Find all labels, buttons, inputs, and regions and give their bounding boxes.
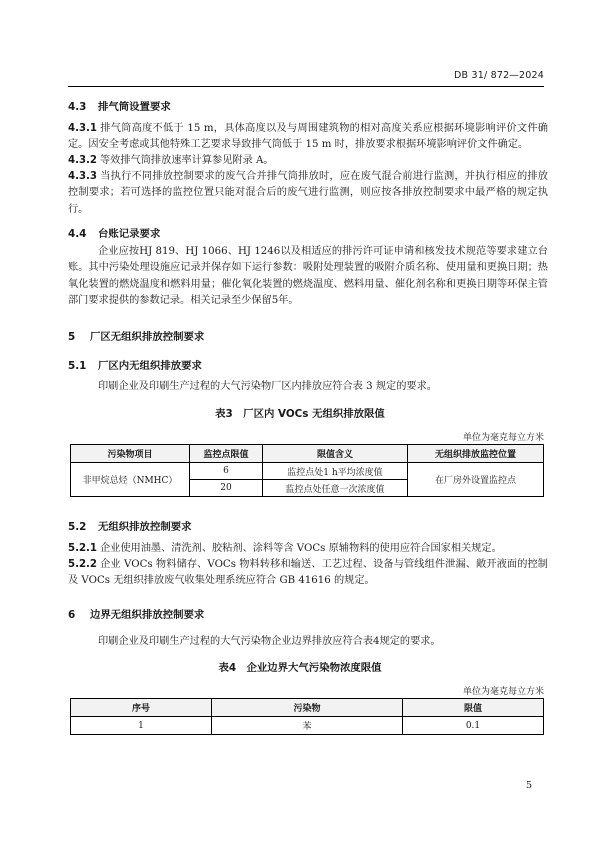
section-title: 边界无组织排放控制要求 <box>90 609 205 621</box>
section-5-1-heading <box>68 357 202 372</box>
section-4-4-heading <box>68 225 160 240</box>
table-cell-no: 1 <box>71 717 212 735</box>
column-header: 序号 <box>71 699 212 717</box>
column-header: 限值含义 <box>263 445 408 463</box>
table-cell-location: 在厂房外设置监控点 <box>408 463 544 497</box>
section-4-3-heading <box>68 98 171 113</box>
section-number: 5 <box>68 331 76 343</box>
header-rule <box>68 86 544 87</box>
page-number: 5 <box>525 780 532 791</box>
standard-number: DB 31/ 872—2024 <box>454 70 544 81</box>
table-cell-limit: 20 <box>190 480 263 497</box>
column-header: 限值 <box>403 699 544 717</box>
clause-number: 4.3.2 <box>68 155 98 166</box>
clause-text: 等效排气筒排放速率计算参见附录 A。 <box>100 155 274 166</box>
section-title: 排气筒设置要求 <box>98 101 171 113</box>
paragraph-4-4: 企业应按HJ 819、HJ 1066、HJ 1246以及相适应的排污许可证申请和核发技术规范等要求建立台账。其中污染处理设施应记录并保存如下运行参数：吸附处理装置的吸附介质名称、使用量和更换日期；热氧化装置的燃烧温度和燃料用量；催化氧化装置的燃烧温度、燃料用量、催化剂名称和更换日期等环保主管部门要求提供的参数记录。相关记录至少保留5年。 <box>68 246 548 307</box>
table-4 <box>70 698 544 735</box>
column-header: 监控点限值 <box>190 445 263 463</box>
table-row <box>71 717 544 735</box>
section-5-heading <box>68 328 204 343</box>
paragraph-5-1: 印刷企业及印刷生产过程的大气污染物厂区内排放应符合表 3 规定的要求。 <box>98 381 437 392</box>
table-cell-meaning: 监控点处1 h平均浓度值 <box>263 463 408 480</box>
section-6-heading <box>68 606 204 621</box>
clause-text: 排气筒高度不低于 15 m，具体高度以及与周围建筑物的相对高度关系应根据环境影响评价文件确定。因安全考虑或其他特殊工艺要求导致排气筒低于 15 m 时，排放要求根据环境影响评价文件确定。 <box>68 123 548 151</box>
clause-4-3-2 <box>68 153 548 169</box>
table-4-caption: 表4 企业边界大气污染物浓度限值 <box>218 662 382 674</box>
clause-number: 5.2.2 <box>68 559 98 570</box>
column-header: 无组织排放监控位置 <box>408 445 544 463</box>
section-5-2-heading <box>68 518 192 533</box>
column-header: 污染物项目 <box>71 445 190 463</box>
section-title: 无组织排放控制要求 <box>98 521 192 533</box>
table-cell-pollutant: 非甲烷总烃（NMHC） <box>71 463 190 497</box>
table-cell-meaning: 监控点处任意一次浓度值 <box>263 480 408 497</box>
section-title: 台账记录要求 <box>98 228 161 240</box>
section-number: 4.3 <box>68 101 87 113</box>
section-number: 5.1 <box>68 360 87 372</box>
clause-5-2-1 <box>68 541 548 557</box>
table-4-unit: 单位为毫克每立方米 <box>462 687 544 697</box>
section-title: 厂区无组织排放控制要求 <box>90 331 205 343</box>
table-row <box>71 463 544 480</box>
clause-text: 企业使用油墨、清洗剂、胶粘剂、涂料等含 VOCs 原辅物料的使用应符合国家相关规定。 <box>100 543 502 554</box>
table-3-unit: 单位为毫克每立方米 <box>462 433 544 443</box>
table-3 <box>70 444 544 497</box>
clause-number: 4.3.3 <box>68 171 98 182</box>
clause-number: 5.2.1 <box>68 543 98 554</box>
section-number: 4.4 <box>68 228 87 240</box>
table-3-caption: 表3 厂区内 VOCs 无组织排放限值 <box>215 408 385 420</box>
section-number: 6 <box>68 609 76 621</box>
table-cell-limit: 0.1 <box>403 717 544 735</box>
paragraph-6: 印刷企业及印刷生产过程的大气污染物企业边界排放应符合表4规定的要求。 <box>98 636 441 647</box>
table-cell-limit: 6 <box>190 463 263 480</box>
clause-5-2-2 <box>68 557 548 590</box>
section-number: 5.2 <box>68 521 87 533</box>
table-header-row <box>71 699 544 717</box>
clause-text: 企业 VOCs 物料储存、VOCs 物料转移和输送、工艺过程、设备与管线组件泄漏、敞开液面的控制及 VOCs 无组织排放废气收集处理系统应符合 GB 41616 的规定。 <box>68 559 548 587</box>
clause-number: 4.3.1 <box>68 123 98 134</box>
clause-4-3-1 <box>68 121 548 154</box>
column-header: 污染物 <box>212 699 403 717</box>
clause-4-3-3 <box>68 169 548 218</box>
table-header-row <box>71 445 544 463</box>
table-cell-pollutant: 苯 <box>212 717 403 735</box>
section-title: 厂区内无组织排放要求 <box>98 360 202 372</box>
clause-text: 当执行不同排放控制要求的废气合并排气筒排放时，应在废气混合前进行监测，并执行相应的排放控制要求；若可选择的监控位置只能对混合后的废气进行监测，则应按各排放控制要求中最严格的规定执行。 <box>68 171 548 215</box>
